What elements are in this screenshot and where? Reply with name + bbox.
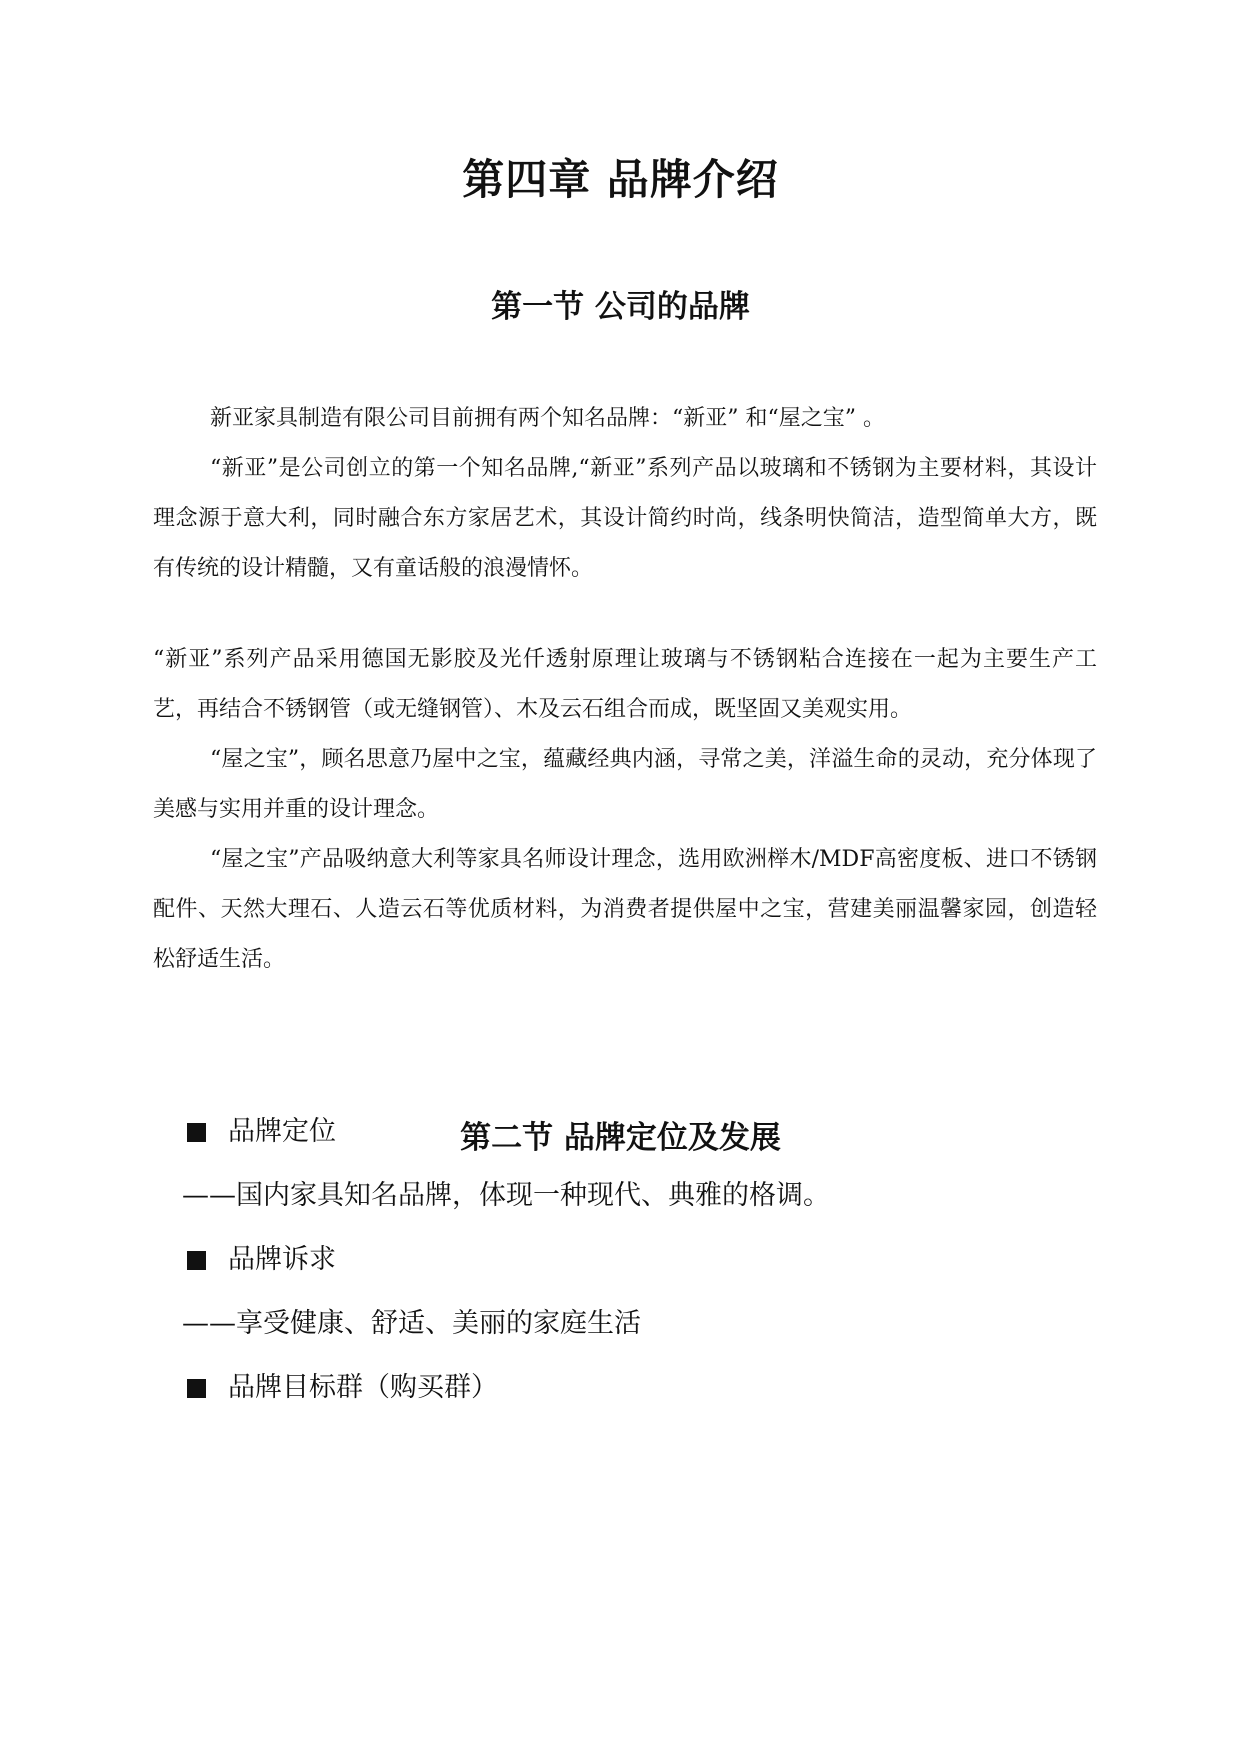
list-item-positioning xyxy=(184,1100,1084,1164)
list-item-appeal xyxy=(184,1228,1084,1292)
paragraph-wuzhibao-intro: “屋之宝”，顾名思意乃屋中之宝，蕴藏经典内涵，寻常之美，洋溢生命的灵动，充分体现了美感与实用并重的设计理念。 xyxy=(153,747,1097,822)
list-item-target-group xyxy=(184,1356,1084,1420)
paragraph-xinya-intro: “新亚”是公司创立的第一个知名品牌,“新亚”系列产品以玻璃和不锈钢为主要材料，其设计理念源于意大利，同时融合东方家居艺术，其设计简约时尚，线条明快简洁，造型简单大方，既有传统的设计精髓，又有童话般的浪漫情怀。 xyxy=(153,456,1097,581)
list-item-detail: ——享受健康、舒适、美丽的家庭生活 xyxy=(182,1308,641,1339)
section-1-title: 第一节 公司的品牌 xyxy=(491,289,750,325)
square-bullet-icon xyxy=(187,1123,206,1142)
section-2-title: 第二节 品牌定位及发展 xyxy=(460,1120,781,1156)
square-bullet-icon xyxy=(187,1251,206,1270)
list-item-label: 品牌定位 xyxy=(228,1116,336,1147)
section-1-body-b xyxy=(153,635,1097,985)
brand-positioning-list xyxy=(184,1100,1084,1420)
list-item-detail: ——国内家具知名品牌，体现一种现代、典雅的格调。 xyxy=(182,1180,830,1211)
list-item-label: 品牌诉求 xyxy=(228,1244,336,1275)
paragraph-brands-intro: 新亚家具制造有限公司目前拥有两个知名品牌：“新亚” 和“屋之宝” 。 xyxy=(210,406,885,431)
paragraph-xinya-process: “新亚”系列产品采用德国无影胶及光仟透射原理让玻璃与不锈钢粘合连接在一起为主要生产工艺，再结合不锈钢管（或无缝钢管）、木及云石组合而成，既坚固又美观实用。 xyxy=(153,647,1097,722)
paragraph-wuzhibao-materials: “屋之宝”产品吸纳意大利等家具名师设计理念，选用欧洲榉木/MDF高密度板、进口不锈钢配件、天然大理石、人造云石等优质材料，为消费者提供屋中之宝，营建美丽温馨家园，创造轻松舒适生活。 xyxy=(153,847,1097,972)
list-item-label: 品牌目标群（购买群） xyxy=(228,1372,498,1403)
list-item-appeal-detail xyxy=(182,1292,1084,1356)
list-item-positioning-detail xyxy=(182,1164,1084,1228)
square-bullet-icon xyxy=(187,1379,206,1398)
section-1-body-a xyxy=(153,394,1097,594)
chapter-title: 第四章 品牌介绍 xyxy=(462,155,779,204)
